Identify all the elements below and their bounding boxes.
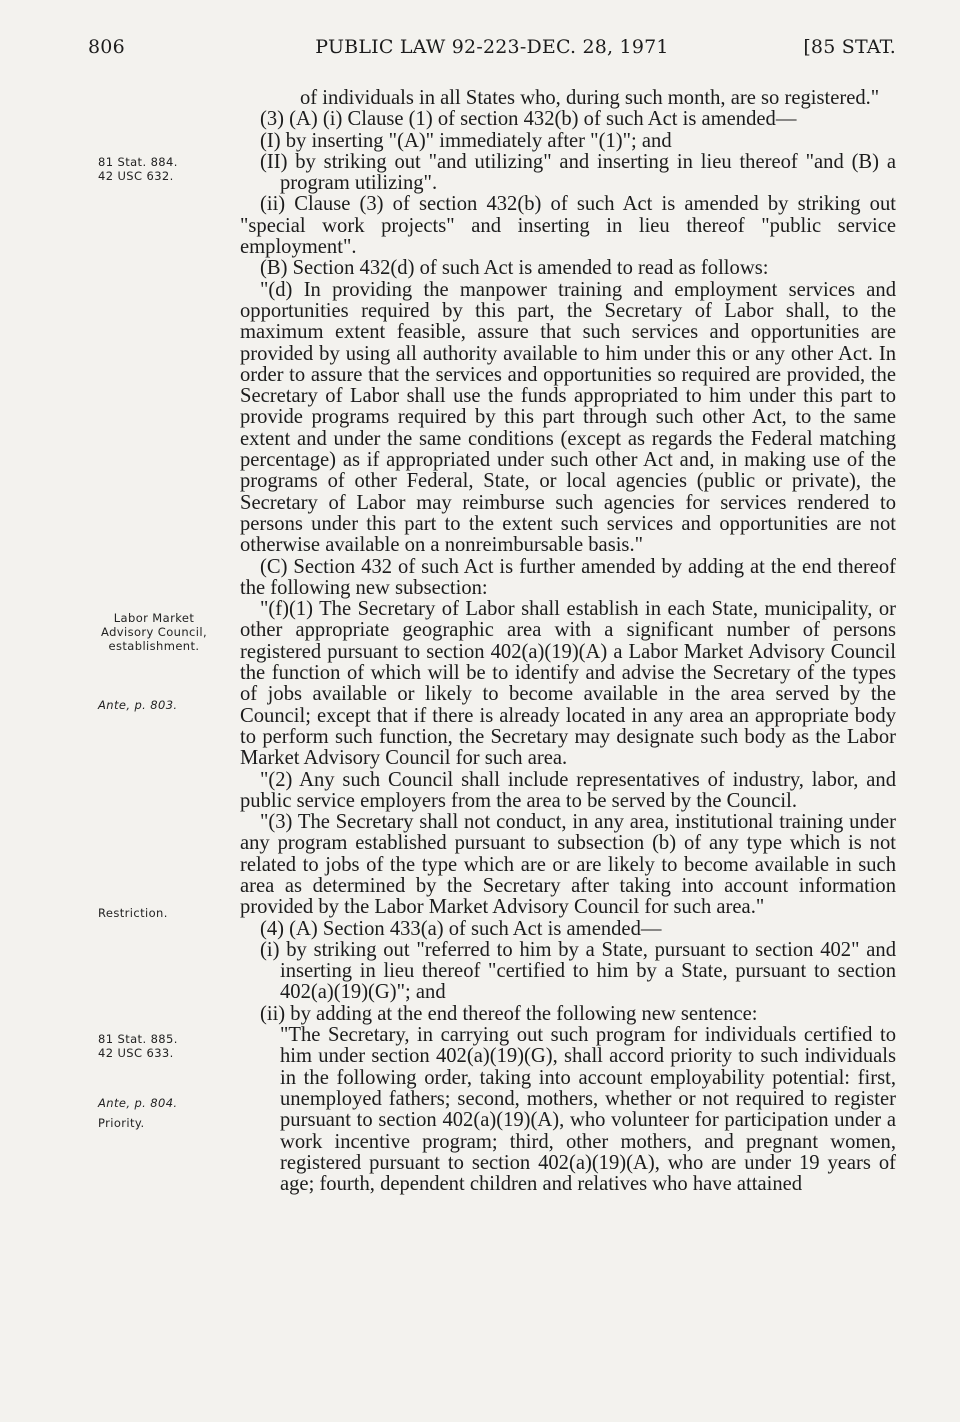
paragraph: "(d) In providing the manpower training and employment services and opportunities required by this part, the Secretary of Labor shall, to the maximum extent feasible, assure that such services and opportunities are provided by using all authority available to him under this or any other Act. In order to assure that the services and opportunities so required are provided, the Secretary of Labor shall use the funds appropriated to him under this part to provide programs required by this part through such other Act, to the same extent and under the same conditions (except as regards the Federal matching percentage) as if appropriated under such other Act and, in making use of the programs of other Federal, State, or local agencies (public or private), the Secretary of Labor may reimburse such agencies for services rendered to persons under this part to the extent such services and opportunities are not otherwise available on a nonreimbursable basis."	[240, 278, 896, 557]
margin-note-line: 42 USC 633.	[98, 1046, 174, 1060]
margin-note-line: Restriction.	[98, 906, 168, 920]
margin-note-ante-804	[98, 1096, 233, 1110]
paragraph: (C) Section 432 of such Act is further amended by adding at the end thereof the following new subsection:	[240, 555, 896, 599]
margin-note-ante-803	[98, 698, 233, 712]
margin-note-labor-market	[92, 611, 216, 653]
page-number: 806	[88, 36, 125, 58]
margin-note-line: 81 Stat. 884.	[98, 155, 178, 169]
running-title: PUBLIC LAW 92-223-DEC. 28, 1971	[315, 36, 669, 58]
paragraph: (i) by striking out "referred to him by a State, pursuant to section 402" and inserting in lieu thereof "certified to him by a State, pursuant to section 402(a)(19)(G)"; and	[260, 938, 896, 1004]
margin-note-line: establishment.	[108, 639, 200, 653]
margin-note-line: 42 USC 632.	[98, 169, 174, 183]
margin-note-stat-885	[98, 1032, 233, 1060]
paragraph: (ii) by adding at the end thereof the following new sentence:	[260, 1002, 758, 1025]
margin-note-line: 81 Stat. 885.	[98, 1032, 178, 1046]
margin-note-line: Ante, p. 804.	[98, 1096, 178, 1110]
paragraph: "(3) The Secretary shall not conduct, in any area, institutional training under any program established pursuant to subsection (b) of any type which is not related to jobs of the type which are or are likely to become available in such area as determined by the Secretary after taking into account information provided by the Labor Market Advisory Council for such area."	[240, 811, 896, 919]
paragraph: "(2) Any such Council shall include representatives of industry, labor, and public service employers from the area to be served by the Council.	[240, 768, 896, 812]
margin-note-line: Advisory Council,	[101, 625, 207, 639]
statute-body	[240, 88, 896, 1195]
paragraph: (B) Section 432(d) of such Act is amended to read as follows:	[260, 257, 769, 280]
paragraph: "The Secretary, in carrying out such program for individuals certified to him under section 402(a)(19)(G), shall accord priority to such individuals in the following order, taking into account employability potential: first, unemployed fathers; second, mothers, whether or not required to register pursuant to section 402(a)(19)(A), who volunteer for participation under a work incentive program; third, other mothers, and pregnant women, registered pursuant to section 402(a)(19)(A), who are under 19 years of age; fourth, dependent children and relatives who have attained	[280, 1024, 896, 1196]
margin-note-restriction	[98, 906, 233, 920]
paragraph: "(f)(1) The Secretary of Labor shall establish in each State, municipality, or other appropriate geographic area with a significant number of persons registered pursuant to section 402(a)(19)(A) a Labor Market Advisory Council the function of which will be to identify and advise the Secretary of the types of jobs available or likely to become available in the area served by the Council; except that if there is already located in any area an appropriate body to perform such function, the Secretary may designate such body as the Labor Market Advisory Council for such area.	[240, 598, 896, 770]
paragraph: (II) by striking out "and utilizing" and inserting in lieu thereof "and (B) a program utilizing".	[260, 150, 896, 195]
margin-note-stat-884	[98, 155, 233, 183]
margin-note-line: Ante, p. 803.	[98, 698, 178, 712]
margin-note-line: Priority.	[98, 1116, 145, 1130]
paragraph: (I) by inserting "(A)" immediately after "(1)"; and	[260, 129, 672, 152]
statute-reference: [85 STAT.	[803, 36, 896, 58]
paragraph: (ii) Clause (3) of section 432(b) of such Act is amended by striking out "special work projects" and inserting in lieu thereof "public service employment".	[240, 193, 896, 259]
page-header	[88, 36, 896, 64]
paragraph: of individuals in all States who, during such month, are so registered."	[300, 87, 880, 109]
paragraph: (3) (A) (i) Clause (1) of section 432(b) of such Act is amended—	[260, 108, 797, 131]
paragraph: (4) (A) Section 433(a) of such Act is amended—	[260, 917, 662, 940]
margin-note-priority	[98, 1116, 233, 1130]
margin-note-line: Labor Market	[113, 611, 195, 625]
